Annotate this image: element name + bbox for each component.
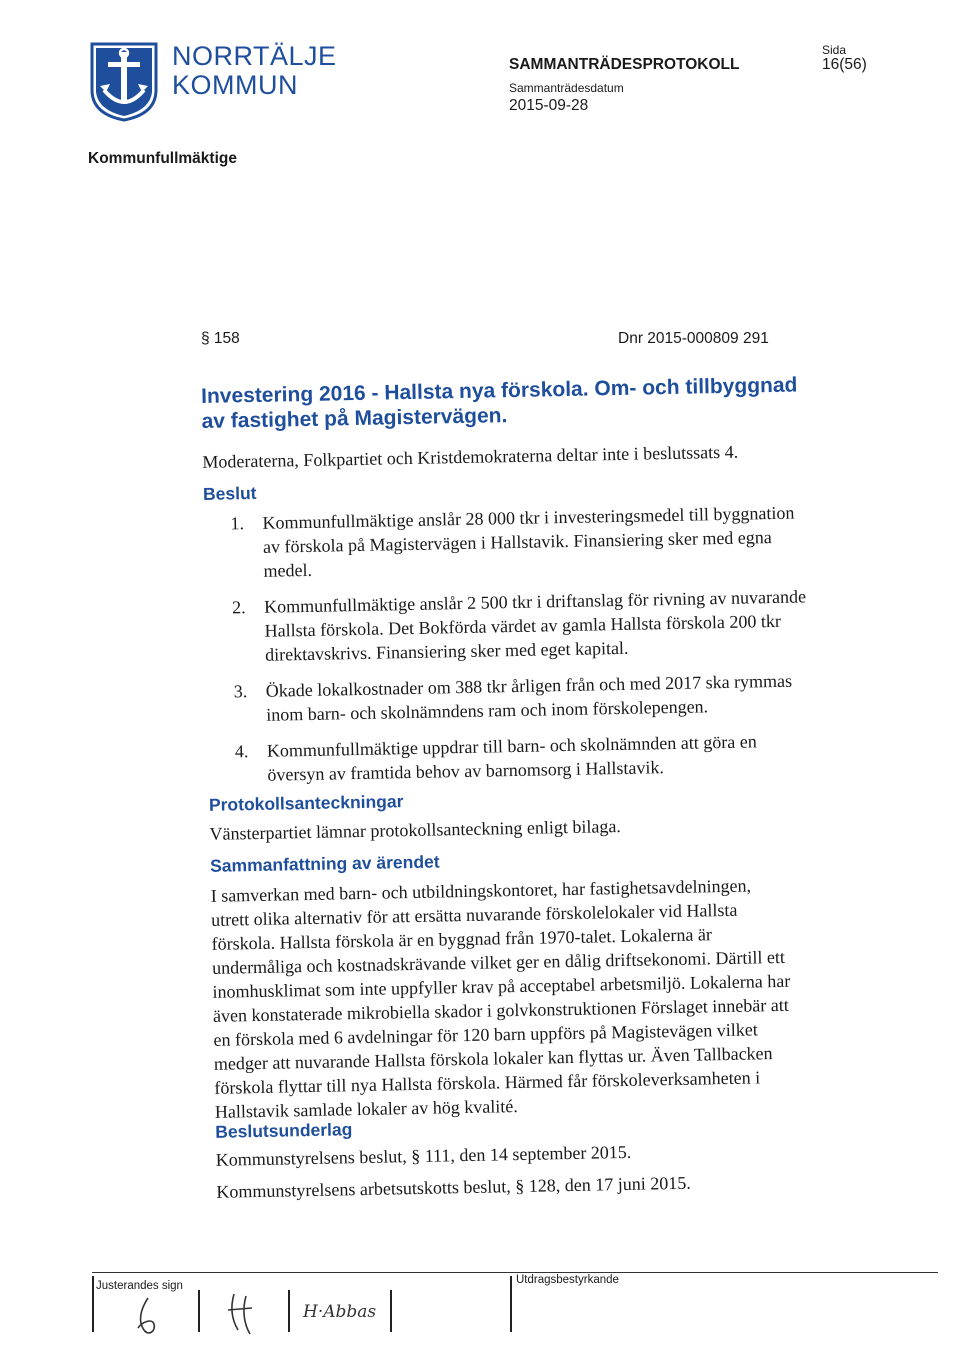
protocol-title: SAMMANTRÄDESPROTOKOLL	[509, 56, 740, 73]
meeting-date-label: Sammanträdesdatum	[509, 81, 624, 95]
page-number: 16(56)	[822, 56, 867, 73]
logo-line-1: NORRTÄLJE	[172, 41, 337, 71]
footer-rule	[92, 1272, 938, 1273]
item-title: Investering 2016 - Hallsta nya förskola. Om- och tillbyggnad av fastighet på Magistervägen.	[200, 373, 798, 433]
item-intro: Moderaterna, Folkpartiet och Kristdemokraterna deltar inte i beslutssats 4.	[202, 441, 739, 472]
logo-line-2: KOMMUN	[172, 70, 298, 100]
decision-item: 4. Kommunfullmäktige uppdrar till barn- och skolnämnden att göra en översyn av framtida behov av barnomsorg i Hallstavik.	[234, 731, 757, 785]
notes-heading: Protokollsanteckningar	[208, 791, 404, 815]
paragraph-number: § 158	[201, 330, 240, 347]
decision-item: 3. Ökade lokalkostnader om 388 tkr årligen från och med 2017 ska rymmas inom barn- och skolnämndens ram och inom förskolepengen.	[233, 670, 793, 725]
diary-number: Dnr 2015-000809 291	[618, 330, 769, 347]
basis-heading: Beslutsunderlag	[215, 1119, 353, 1142]
extract-label: Utdragsbestyrkande	[516, 1274, 619, 1286]
summary-text: I samverkan med barn- och utbildningskontoret, har fastighetsavdelningen, utrett olika alternativ för att ersätta nuvarande förskolelokaler vid Hallsta förskola. Hallsta förskola är en byggnad från 1970-talet. Lokalerna är undermåliga och kostnadskrävande vilket ger en dålig driftsekonomi. Därtill ett inomhusklimat som inte uppfyller krav på acceptabel arbetsmiljö. Lokalerna har även konstaterade mikrobiella skador i golvkonstruktionen Förslaget innebär att en förskola med 6 avdelningar för 120 barn uppförs på Magistevägen vilket medger att nuvarande Hallsta förskola lokaler kan flyttas ur. Även Tallbacken förskola flyttar till nya Hallsta förskola. Härmed får förskoleverksamheten i Hallstavik samlade lokaler av hög kvalité.	[210, 875, 791, 1122]
sign-label: Justerandes sign	[96, 1280, 183, 1292]
decision-body: Kommunfullmäktige	[88, 150, 237, 167]
summary-heading: Sammanfattning av ärendet	[209, 851, 440, 876]
page-label: Sida	[822, 43, 847, 57]
basis-item: Kommunstyrelsens arbetsutskotts beslut, § 128, den 17 juni 2015.	[216, 1172, 691, 1202]
decision-heading: Beslut	[202, 482, 257, 504]
decision-list	[230, 500, 815, 799]
decision-item: 1. Kommunfullmäktige anslår 28 000 tkr i investeringsmedel till byggnation av förskola på Magistervägen i Hallstavik. Finansiering sker med egna medel.	[230, 502, 795, 581]
meeting-date: 2015-09-28	[509, 97, 589, 114]
basis-item: Kommunstyrelsens beslut, § 111, den 14 september 2015.	[215, 1141, 632, 1170]
notes-text: Vänsterpartiet lämnar protokollsanteckning enligt bilaga.	[209, 816, 622, 844]
signature-2	[224, 1290, 260, 1340]
signature-1	[130, 1296, 170, 1340]
signature-3: H·Abbas	[303, 1302, 377, 1322]
decision-item: 2. Kommunfullmäktige anslår 2 500 tkr i driftanslag för rivning av nuvarande Hallsta förskola. Det Bokförda värdet av gamla Hallsta förskola 200 tkr direktavskrivs. Finansiering sker med eget kapital.	[231, 586, 807, 665]
